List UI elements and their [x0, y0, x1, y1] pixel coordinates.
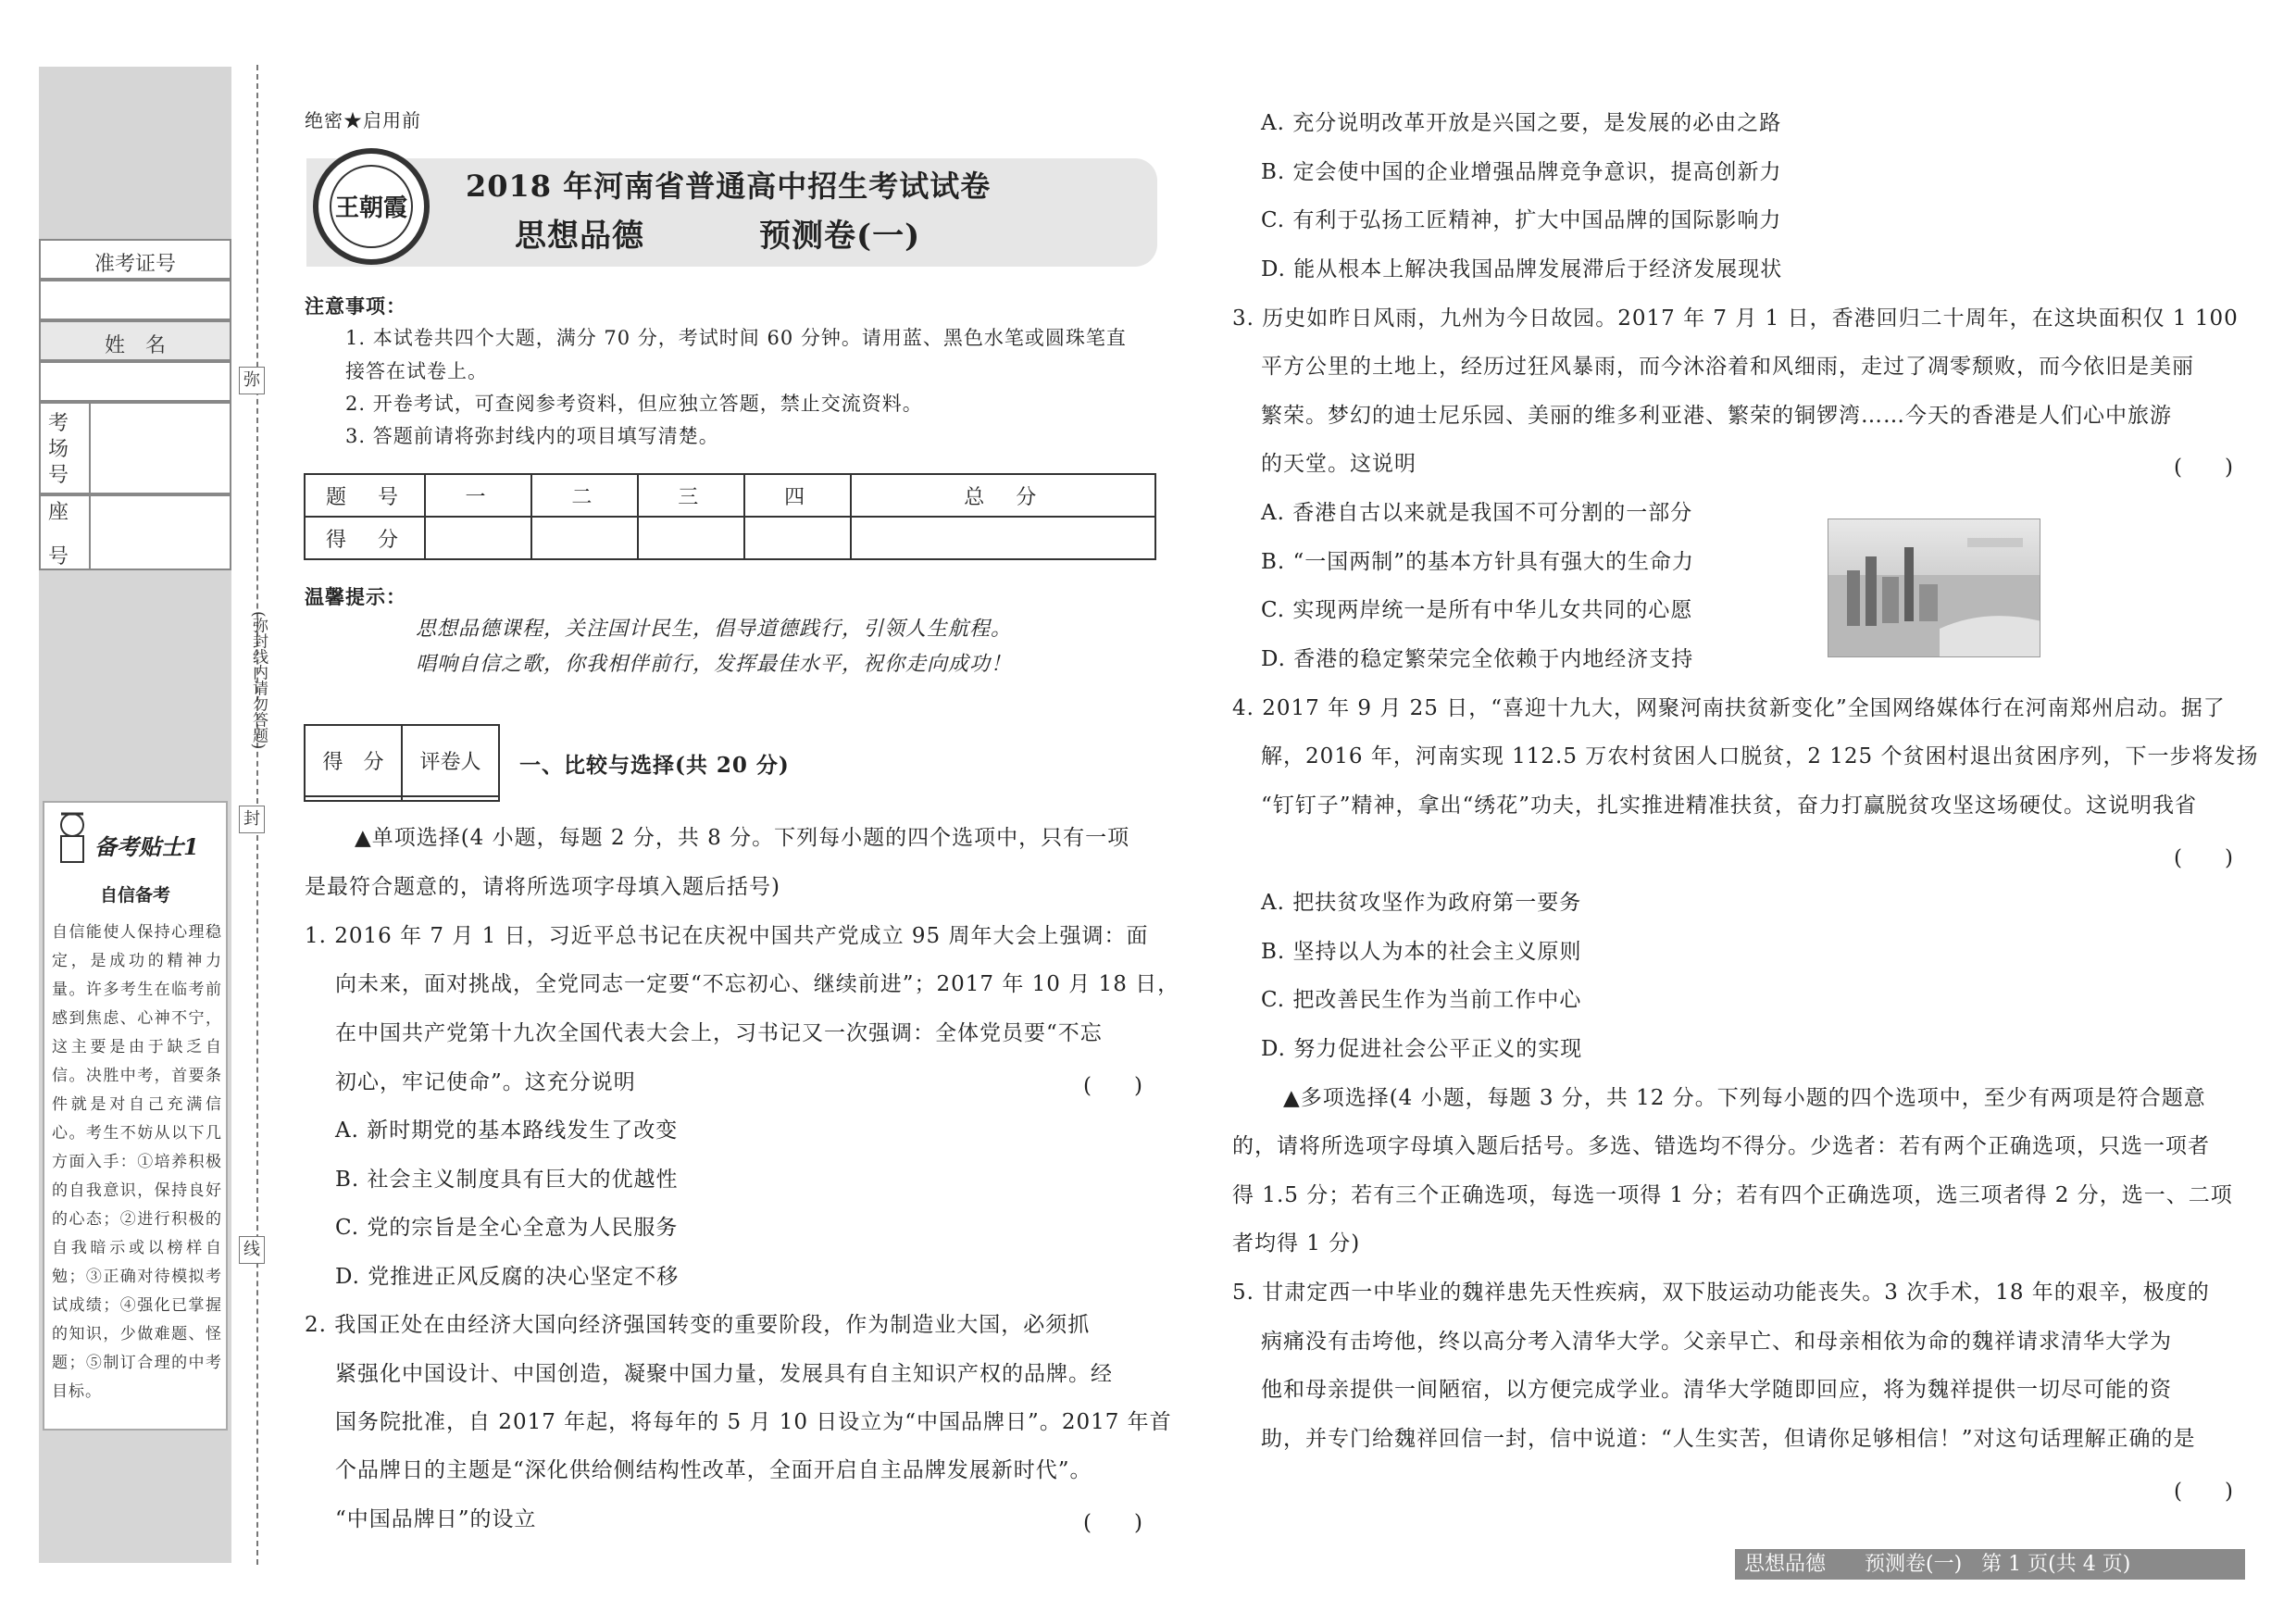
q2-line-1: 2. 我国正处在由经济大国向经济强国转变的重要阶段，作为制造业大国，必须抓	[305, 1313, 1091, 1337]
footer-subject: 思想品德	[1744, 1553, 1827, 1576]
grader-reviewer-cell[interactable]	[402, 796, 499, 801]
q3-option-d: D. 香港的稳定繁荣完全依赖于内地经济支持	[1261, 647, 1694, 671]
q2-option-d: D. 能从根本上解决我国品牌发展滞后于经济发展现状	[1261, 257, 1783, 281]
paper-title: 预测卷(一)	[759, 218, 921, 255]
exam-room-label: 考 场 号	[48, 412, 69, 487]
q2-line-2: 紧强化中国设计、中国创造，凝聚中国力量，发展具有自主知识产权的品牌。经	[335, 1362, 1113, 1386]
q3-answer-blank[interactable]: ( )	[2174, 456, 2233, 480]
q5-line-3: 他和母亲提供一间陋宿，以方便完成学业。清华大学随即回应，将为魏祥提供一切尽可能的资	[1261, 1378, 2172, 1402]
q1-line-4: 初心，牢记使命”。这充分说明	[335, 1070, 636, 1094]
score-header-cell: 总 分	[851, 474, 1155, 517]
score-cell[interactable]	[638, 517, 744, 559]
grader-score-label: 得 分	[305, 725, 402, 796]
q1-option-a: A. 新时期党的基本路线发生了改变	[335, 1118, 679, 1143]
q4-line-1: 4. 2017 年 9 月 25 日，“喜迎十九大，网聚河南扶贫新变化”全国网络媒体行在河南郑州启动。据了	[1232, 696, 2226, 720]
name-label: 姓 名	[104, 334, 166, 357]
q3-line-3: 繁荣。梦幻的迪士尼乐园、美丽的维多利亚港、繁荣的铜锣湾……今天的香港是人们心中旅游	[1261, 404, 2172, 428]
exam-number-label: 准考证号	[94, 253, 176, 276]
secret-label: 绝密★启用前	[305, 109, 421, 131]
q5-answer-blank[interactable]: ( )	[2174, 1480, 2233, 1504]
score-header-cell: 三	[638, 474, 744, 517]
page-footer	[1735, 1549, 2245, 1580]
single-choice-intro: ▲单项选择(4 小题，每题 2 分，共 8 分。下列每小题的四个选项中，只有一项	[355, 826, 1130, 850]
q2-option-b: B. 定会使中国的企业增强品牌竞争意识，提高创新力	[1261, 160, 1782, 184]
name-label-cell	[39, 320, 231, 361]
exam-number-label-cell	[39, 239, 231, 280]
exam-title: 2018 年河南省普通高中招生考试试卷	[466, 169, 992, 204]
score-header-cell: 四	[744, 474, 851, 517]
q3-option-a: A. 香港自古以来就是我国不可分割的一部分	[1261, 501, 1693, 525]
q3-option-c: C. 实现两岸统一是所有中华儿女共同的心愿	[1261, 598, 1693, 622]
seat-cell	[39, 494, 231, 570]
q1-option-b: B. 社会主义制度具有巨大的优越性	[335, 1168, 679, 1192]
footer-page: 第 1 页(共 4 页)	[1981, 1553, 2131, 1576]
note-line-3: 2. 开卷考试，可查阅参考资料，但应独立答题，禁止交流资料。	[345, 393, 923, 415]
q1-line-3: 在中国共产党第十九次全国代表大会上，习书记又一次强调：全体党员要“不忘	[335, 1021, 1103, 1045]
score-row-label: 得 分	[305, 517, 425, 559]
note-line-1: 1. 本试卷共四个大题，满分 70 分，考试时间 60 分钟。请用蓝、黑色水笔或圆珠笔直	[345, 327, 1127, 349]
q2-line-3: 国务院批准，自 2017 年起，将每年的 5 月 10 日设立为“中国品牌日”。2017 年首	[335, 1410, 1172, 1434]
q2-line-4: 个品牌日的主题是“深化供给侧结构性改革，全面开启自主品牌发展新时代”。	[335, 1458, 1092, 1482]
tip-subtitle: 自信备考	[99, 885, 170, 906]
q5-line-1: 5. 甘肃定西一中毕业的魏祥患先天性疾病，双下肢运动功能丧失。3 次手术，18 年的艰辛，极度的	[1232, 1281, 2210, 1305]
single-choice-intro-2: 是最符合题意的，请将所选项字母填入题后括号)	[305, 875, 780, 899]
hong-kong-photo	[1828, 519, 2040, 657]
score-table-row	[305, 517, 1155, 559]
score-cell[interactable]	[851, 517, 1155, 559]
name-field[interactable]	[39, 361, 231, 402]
score-table	[304, 473, 1156, 560]
seal-mark-mi: 弥	[239, 367, 265, 394]
note-line-2: 接答在试卷上。	[345, 360, 488, 382]
q4-option-d: D. 努力促进社会公平正义的实现	[1261, 1037, 1583, 1061]
q4-line-3: “钉钉子”精神，拿出“绣花”功夫，扎实推进精准扶贫，奋力打赢脱贫攻坚这场硬仗。这说明我省	[1261, 794, 2198, 818]
q4-option-a: A. 把扶贫攻坚作为政府第一要务	[1261, 891, 1582, 915]
tip-title: 备考贴士1	[94, 833, 199, 860]
warm-line-1: 思想品德课程，关注国计民生，倡导道德践行，引领人生航程。	[416, 618, 1013, 641]
publisher-logo-text: 王朝霞	[330, 165, 413, 248]
q3-line-4: 的天堂。这说明	[1261, 452, 1416, 476]
q5-line-4: 助，并专门给魏祥回信一封，信中说道：“人生实苦，但请你足够相信！”对这句话理解正确的是	[1261, 1427, 2196, 1451]
q2-option-a: A. 充分说明改革开放是兴国之要，是发展的必由之路	[1261, 111, 1782, 135]
score-header-cell: 二	[531, 474, 638, 517]
multi-choice-intro-3: 得 1.5 分；若有三个正确选项，每选一项得 1 分；若有四个正确选项，选三项者得 2 分，选一、二项	[1232, 1183, 2233, 1207]
note-line-4: 3. 答题前请将弥封线内的项目填写清楚。	[345, 425, 719, 447]
multi-choice-intro-4: 者均得 1 分)	[1232, 1231, 1361, 1256]
multi-choice-intro-1: ▲多项选择(4 小题，每题 3 分，共 12 分。下列每小题的四个选项中，至少有两项是符合题意	[1283, 1086, 2206, 1110]
footer-paper: 预测卷(一)	[1864, 1553, 1963, 1576]
publisher-logo	[313, 148, 430, 265]
exam-tip-box	[43, 801, 228, 1431]
q2-answer-blank[interactable]: ( )	[1083, 1511, 1142, 1535]
q1-option-d: D. 党推进正风反腐的决心坚定不移	[335, 1265, 680, 1289]
multi-choice-intro-2: 的，请将所选项字母填入题后括号。多选、错选均不得分。少选者：若有两个正确选项，只选一项者	[1232, 1134, 2210, 1158]
tip-text: 自信能使人保持心理稳定，是成功的精神力量。许多考生在临考前感到焦虑、心神不宁，这主要是由于缺乏自信。决胜中考，首要条件就是对自己充满信心。考生不妨从以下几方面入手：①培养积极的自我意识，保持良好的心态；②进行积极的自我暗示或以榜样自勉；③正确对待模拟考试成绩；④强化已掌握的知识，少做难题、怪题；⑤制订合理的中考目标。	[52, 923, 222, 1401]
seal-mark-xian: 线	[239, 1236, 265, 1264]
q4-answer-blank[interactable]: ( )	[2174, 846, 2233, 870]
q3-line-2: 平方公里的土地上，经历过狂风暴雨，而今沐浴着和风细雨，走过了凋零颓败，而今依旧是美丽	[1261, 355, 2194, 379]
seal-note: (弥封线内请勿答题)	[249, 611, 268, 750]
grader-score-cell[interactable]	[305, 796, 402, 801]
q3-option-b: B. “一国两制”的基本方针具有强大的生命力	[1261, 550, 1695, 574]
subject-title: 思想品德	[515, 218, 644, 255]
warm-heading: 温馨提示：	[305, 585, 406, 608]
exam-room-cell	[39, 402, 231, 494]
section1-title: 一、比较与选择(共 20 分)	[519, 753, 790, 778]
q2-line-5: “中国品牌日”的设立	[335, 1507, 537, 1531]
score-cell[interactable]	[531, 517, 638, 559]
q2-option-c: C. 有利于弘扬工匠精神，扩大中国品牌的国际影响力	[1261, 208, 1782, 232]
q1-line-2: 向未来，面对挑战，全党同志一定要“不忘初心、继续前进”；2017 年 10 月 18 日，	[335, 972, 1180, 996]
score-cell[interactable]	[744, 517, 851, 559]
score-table-header	[305, 474, 1155, 517]
score-header-cell: 一	[425, 474, 531, 517]
grader-table	[304, 724, 500, 802]
q4-line-2: 解，2016 年，河南实现 112.5 万农村贫困人口脱贫，2 125 个贫困村退出贫困序列，下一步将发扬	[1261, 744, 2259, 769]
q1-option-c: C. 党的宗旨是全心全意为人民服务	[335, 1216, 679, 1240]
grader-reviewer-label: 评卷人	[402, 725, 499, 796]
q4-option-b: B. 坚持以人为本的社会主义原则	[1261, 940, 1582, 964]
mascot-icon	[54, 810, 91, 866]
exam-number-field[interactable]	[39, 280, 231, 320]
q3-line-1: 3. 历史如昨日风雨，九州为今日故园。2017 年 7 月 1 日，香港回归二十周年，在这块面积仅 1 100	[1232, 306, 2239, 331]
score-header-cell: 题 号	[305, 474, 425, 517]
q1-line-1: 1. 2016 年 7 月 1 日，习近平总书记在庆祝中国共产党成立 95 周年大会上强调：面	[305, 924, 1149, 948]
seal-mark-feng: 封	[239, 806, 265, 833]
warm-line-2: 唱响自信之歌，你我相伴前行，发挥最佳水平，祝你走向成功！	[416, 653, 1013, 676]
notes-heading: 注意事项：	[305, 294, 406, 318]
score-cell[interactable]	[425, 517, 531, 559]
q4-option-c: C. 把改善民生作为当前工作中心	[1261, 988, 1582, 1012]
q1-answer-blank[interactable]: ( )	[1083, 1074, 1142, 1098]
seat-label: 座 号	[48, 501, 69, 569]
q5-line-2: 病痛没有击垮他，终以高分考入清华大学。父亲早亡、和母亲相依为命的魏祥请求清华大学为	[1261, 1330, 2172, 1354]
